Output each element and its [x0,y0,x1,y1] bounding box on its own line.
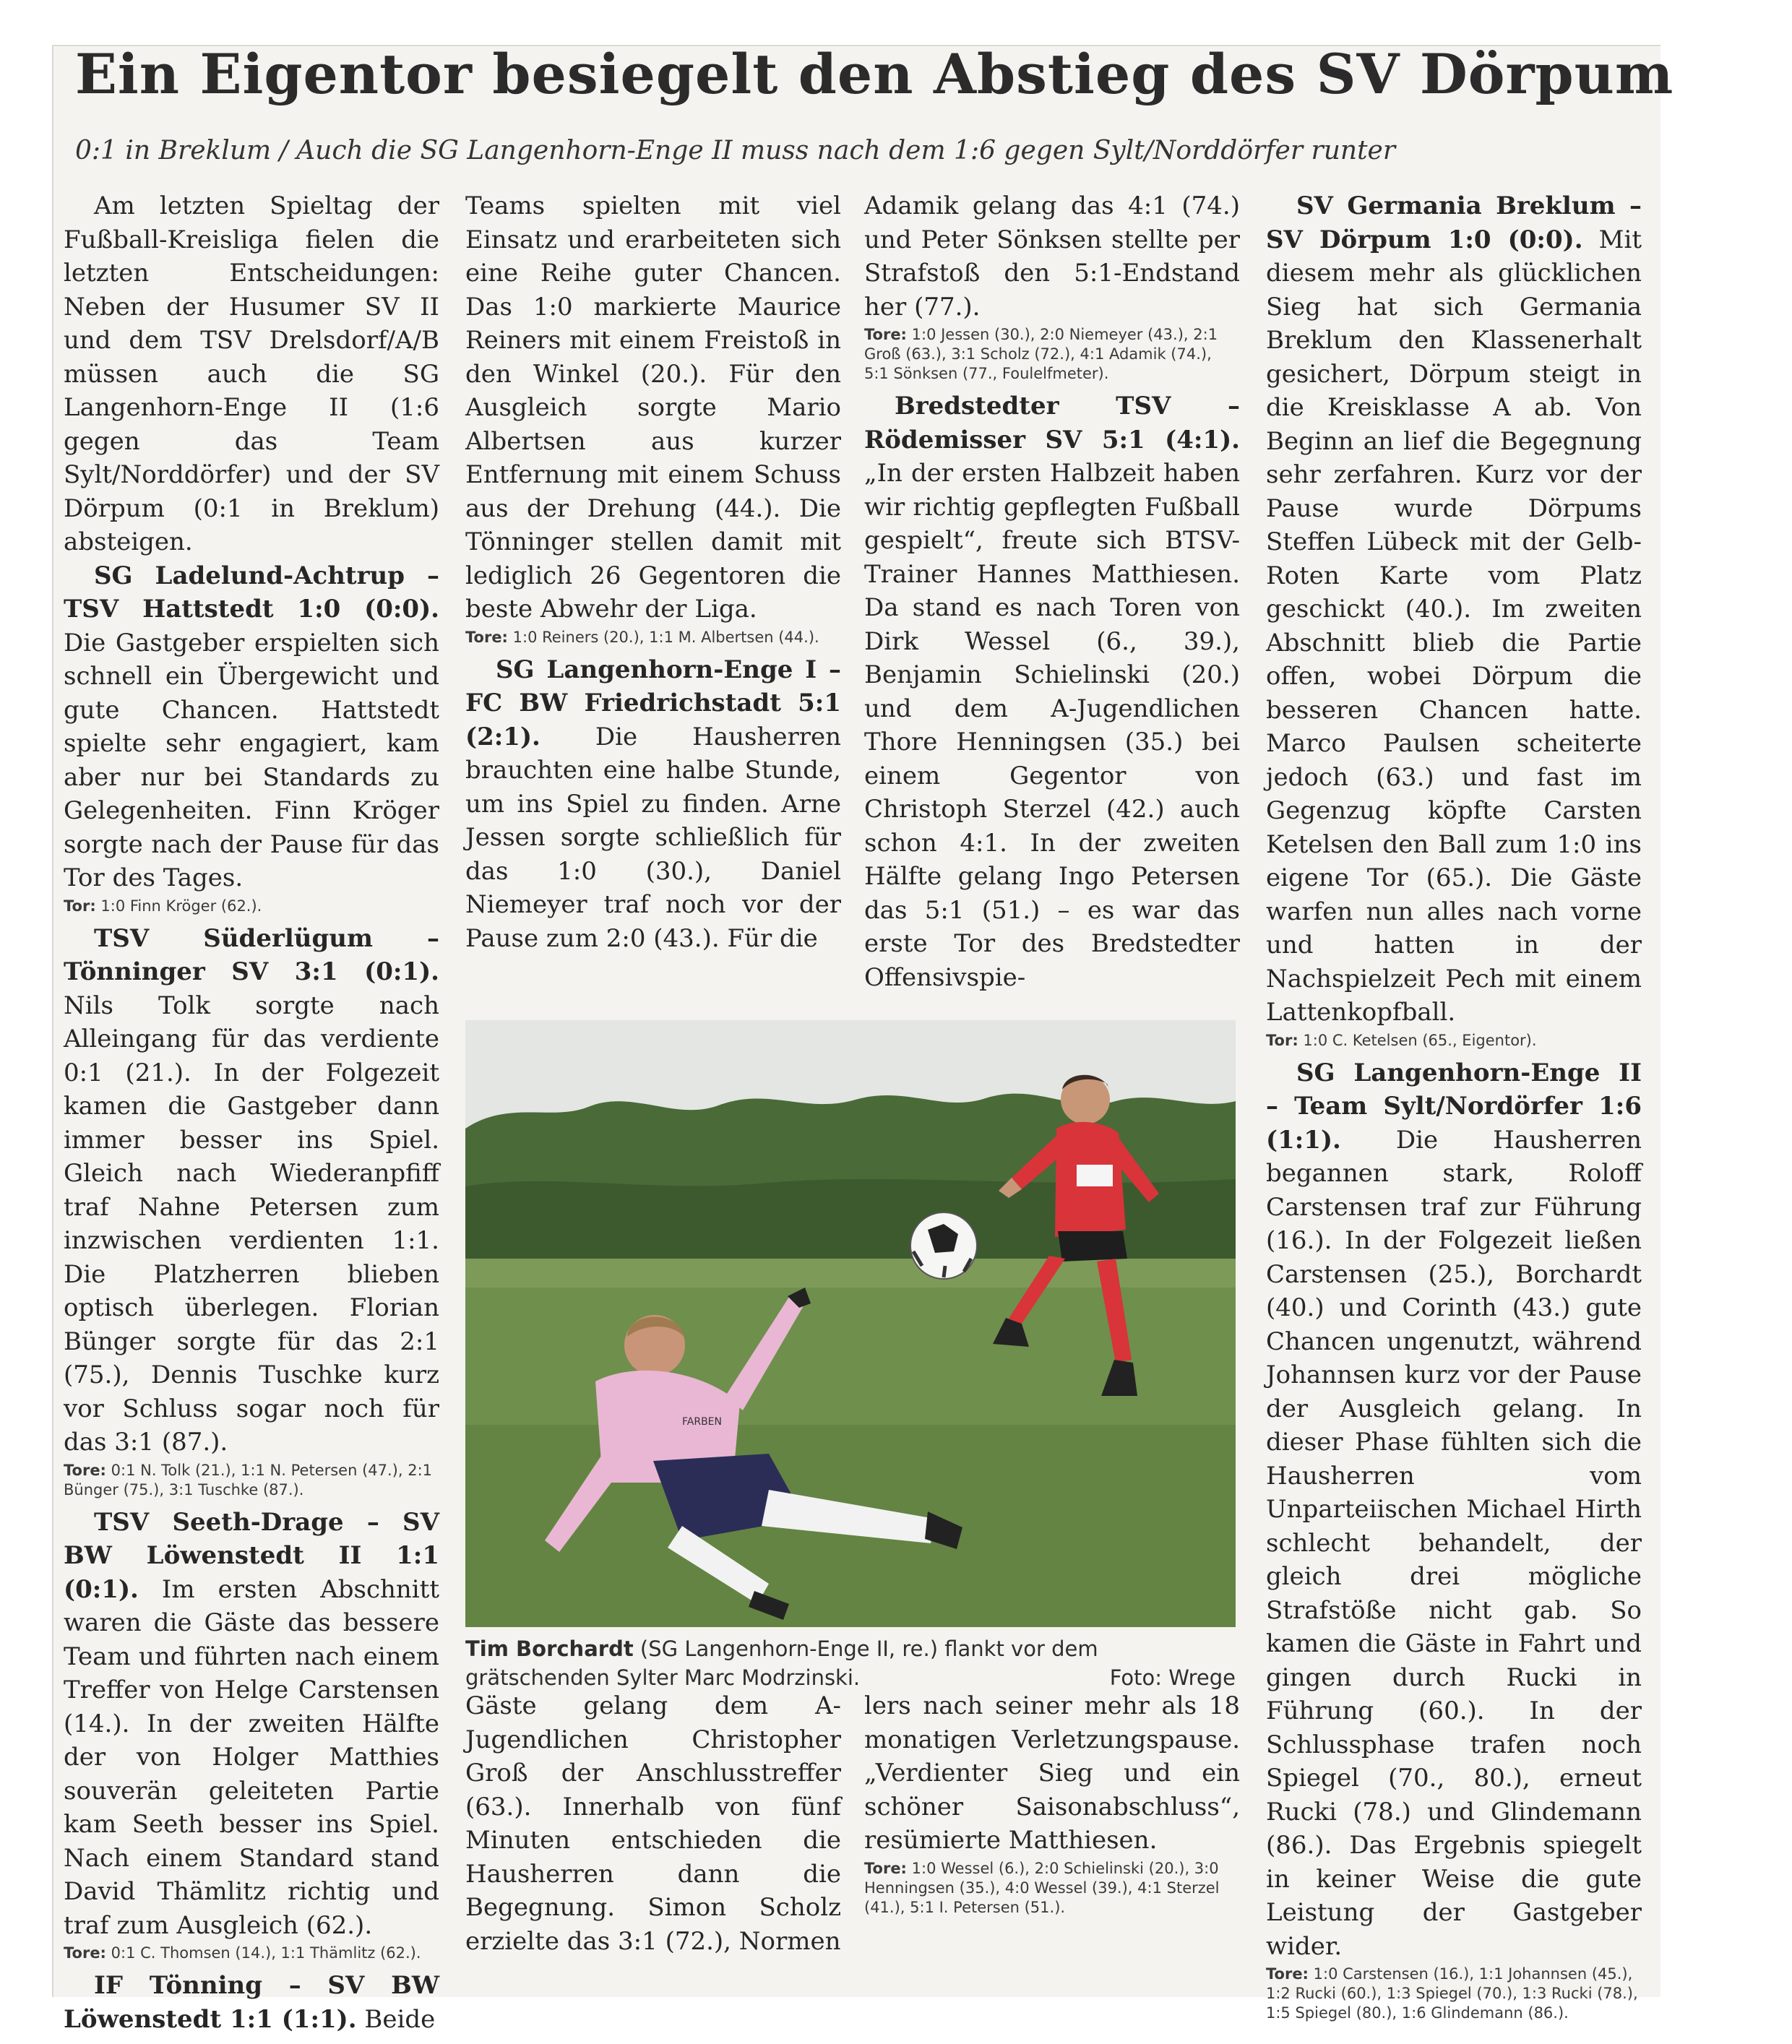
caption-name: Tim Borchardt [465,1637,634,1661]
column-3-bottom [864,1689,1240,1923]
caption-text: (SG Langenhorn-Enge II, re.) flankt vor dem grätschenden Sylter Marc Modrzinski. [465,1637,1098,1690]
game-report-text: Im ersten Abschnitt waren die Gäste das bessere Team und führten nach einem Treffer von Helge Carstensen (14.). In der zweiten Hälfte der von Holger Matthies souverän geleiteten Partie kam Seeth besser ins Spiel. Nach einem Standard stand David Thämlitz richtig und traf zum Ausgleich (62.). [64,1574,439,1940]
game-report [64,922,439,1459]
game-report-text: Die Hausherren begannen stark, Roloff Carstensen traf zur Führung (16.). In der Folgezeit ließen Carstensen (25.), Borchardt (40.) und Corinth (43.) gute Chancen ungenutzt, während Johannsen kurz vor der Pause der Ausgleich gelang. In dieser Phase fühlten sich die Hausherren vom Unparteiischen Michael Hirth schlecht behandelt, der gleich drei mögliche Strafstöße nicht gab. So kamen die Gäste in Fahrt und gingen durch Rucki in Führung (60.). In der Schlussphase trafen noch Spiegel (70., 80.), erneut Rucki (78.) und Glindemann (86.). Das Ergebnis spiegelt in keiner Weise die gute Leistung der Gastgeber wider. [1266,1125,1642,1961]
headline: Ein Eigentor besiegelt den Abstieg des SV Dörpum [75,42,1674,106]
photo-caption [465,1634,1236,1692]
goal-list-text: 1:0 C. Ketelsen (65., Eigentor). [1298,1031,1537,1049]
match-photo [465,1020,1236,1627]
goal-list [64,1944,439,1963]
shirt-sponsor-text: FARBEN [682,1416,722,1428]
game-result-lead: SG Langenhorn-Enge I – FC BW Friedrichstadt 5:1 (2:1). [465,655,841,751]
goal-list [864,1859,1240,1918]
goal-list-text: 1:0 Jessen (30.), 2:0 Niemeyer (43.), 2:1 Groß (63.), 3:1 Scholz (72.), 4:1 Adamik (74.), 5:1 Sönksen (77., Foulelfmeter). [864,326,1218,382]
goal-list-text: 1:0 Reiners (20.), 1:1 M. Albertsen (44.). [507,628,819,646]
goal-list [1266,1965,1642,2023]
game-report [864,389,1240,994]
goal-list-label: Tor: [1266,1031,1298,1049]
subheadline: 0:1 in Breklum / Auch die SG Langenhorn-Enge II muss nach dem 1:6 gegen Sylt/Norddörfer runter [75,136,1396,165]
column-1 [64,189,439,2036]
game-result-lead: TSV Süderlügum – Tönninger SV 3:1 (0:1). [64,923,439,986]
game-result-lead: Bredstedter TSV – Rödemisser SV 5:1 (4:1). [864,392,1240,454]
game-report [465,653,841,956]
goal-list-label: Tore: [864,326,907,343]
game-report [1266,189,1642,1030]
game-result-lead: SG Ladelund-Achtrup – TSV Hattstedt 1:0 (0:0). [64,561,439,624]
game-result-lead: IF Tönning – SV BW Löwenstedt 1:1 (1:1). [64,1971,439,2034]
game-result-lead: SV Germania Breklum – SV Dörpum 1:0 (0:0). [1266,191,1642,254]
goal-list-label: Tore: [864,1859,907,1877]
photo-credit: Foto: Wrege [1109,1665,1236,1690]
goal-list [64,897,439,916]
goal-list-label: Tore: [465,628,508,646]
goal-list [864,325,1240,384]
game-report-continued: lers nach seiner mehr als 18 monatigen Verletzungspause. „Verdienter Sieg und ein schöner Saisonabschluss“, resümierte Matthiesen. [864,1691,1240,1855]
goal-list-label: Tore: [64,1944,106,1962]
game-report-continued: Gäste gelang dem A-Jugendlichen Christopher Groß der Anschlusstreffer (63.). Innerhalb von fünf Minuten entschieden die Hausherren dann die Begegnung. Simon Scholz erzielte das 3:1 (72.), Normen [465,1691,841,1956]
game-report [1266,1056,1642,1964]
goal-list-label: Tore: [1266,1965,1309,1983]
game-result-lead: SG Langenhorn-Enge II – Team Sylt/Nordörfer 1:6 (1:1). [1266,1058,1642,1155]
column-2-bottom [465,1689,841,1958]
goal-list-text: 1:0 Carstensen (16.), 1:1 Johannsen (45.), 1:2 Rucki (60.), 1:3 Spiegel (70.), 1:3 Rucki (78.), 1:5 Spiegel (80.), 1:6 Glindemann (86.). [1266,1965,1638,2022]
game-report [64,1969,439,2036]
goal-list-label: Tor: [64,897,96,915]
game-report-text: Nils Tolk sorgte nach Alleingang für das verdiente 0:1 (21.). In der Folgezeit kamen die Gastgeber dann immer besser ins Spiel. Gleich nach Wiederanpfiff traf Nahne Petersen zum inzwischen verdienten 1:1. Die Platzherren blieben optisch überlegen. Florian Bünger sorgte für das 2:1 (75.), Dennis Tuschke kurz vor Schluss sogar noch für das 3:1 (87.). [64,991,439,1457]
goal-list-text: 1:0 Finn Kröger (62.). [95,897,262,915]
goal-list-text: 1:0 Wessel (6.), 2:0 Schielinski (20.), 3:0 Henningsen (35.), 4:0 Wessel (39.), 4:1 Sterzel (41.), 5:1 I. Petersen (51.). [864,1859,1220,1916]
intro-paragraph: Am letzten Spieltag der Fußball-Kreisliga fielen die letzten Entscheidungen: Neben der Husumer SV II und dem TSV Drelsdorf/A/B müssen auch die SG Langenhorn-Enge II (1:6 gegen das Team Sylt/Norddörfer) und der SV Dörpum (0:1 in Breklum) absteigen. [64,191,439,556]
game-report-continued: Adamik gelang das 4:1 (74.) und Peter Sönksen stellte per Strafstoß den 5:1-Endstand her (77.). [864,191,1240,322]
game-report-text: Die Gastgeber erspielten sich schnell ein Übergewicht und gute Chancen. Hattstedt spielte sehr engagiert, kam aber nur bei Standards zu Gelegenheiten. Finn Kröger sorgte nach der Pause für das Tor des Tages. [64,628,439,892]
game-report-text: Mit diesem mehr als glücklichen Sieg hat sich Germania Breklum den Klassenerhalt gesichert, Dörpum steigt in die Kreisklasse A ab. Von Beginn an lief die Begegnung sehr zerfahren. Kurz vor der Pause wurde Dörpums Steffen Lübeck mit der Gelb-Roten Karte vom Platz geschickt (40.). Im zweiten Abschnitt blieb die Partie offen, wobei Dörpum die besseren Chancen hatte. Marco Paulsen scheiterte jedoch (63.) und fast im Gegenzug köpfte Carsten Ketelsen den Ball zum 1:0 ins eigene Tor (65.). Die Gäste warfen nun alles nach vorne und hatten in der Nachspielzeit Pech mit einem Lattenkopfball. [1266,225,1642,1027]
column-3 [864,189,1240,994]
column-2 [465,189,841,955]
goal-list [465,628,841,647]
game-report-text: „In der ersten Halbzeit haben wir richtig gepflegten Fußball gespielt“, freute sich BTSV-Trainer Hannes Matthiesen. Da stand es nach Toren von Dirk Wessel (6., 39.), Benjamin Schielinski (20.) und dem A-Jugendlichen Thore Henningsen (35.) bei einem Gegentor von Christoph Sterzel (42.) auch schon 4:1. In der zweiten Hälfte gelang Ingo Petersen das 5:1 (51.) – es war das erste Tor des Bredstedter Offensivspie- [864,459,1240,992]
column-4 [1266,189,1642,2029]
football [910,1212,977,1279]
goal-list [1266,1031,1642,1051]
game-report-text: Die Hausherren brauchten eine halbe Stunde, um ins Spiel zu finden. Arne Jessen sorgte schließlich für das 1:0 (30.), Daniel Niemeyer traf noch vor der Pause zum 2:0 (43.). Für die [465,722,841,953]
game-report-text: Beide [356,2004,436,2034]
goal-list-text: 0:1 N. Tolk (21.), 1:1 N. Petersen (47.), 2:1 Bünger (75.), 3:1 Tuschke (87.). [64,1461,433,1498]
goal-list-label: Tore: [64,1461,106,1479]
game-result-lead: TSV Seeth-Drage – SV BW Löwenstedt II 1:1 (0:1). [64,1507,439,1604]
goal-list [64,1461,439,1500]
game-report [64,559,439,895]
game-report [64,1506,439,1943]
game-report-continued: Teams spielten mit viel Einsatz und erarbeiteten sich eine Reihe guter Chancen. Das 1:0 markierte Maurice Reiners mit einem Freistoß in den Winkel (20.). Für den Ausgleich sorgte Mario Albertsen aus kurzer Entfernung mit einem Schuss aus der Drehung (44.). Die Tönninger stellen damit mit lediglich 26 Gegentoren die beste Abwehr der Liga. [465,191,841,624]
goal-list-text: 0:1 C. Thomsen (14.), 1:1 Thämlitz (62.). [105,1944,421,1962]
